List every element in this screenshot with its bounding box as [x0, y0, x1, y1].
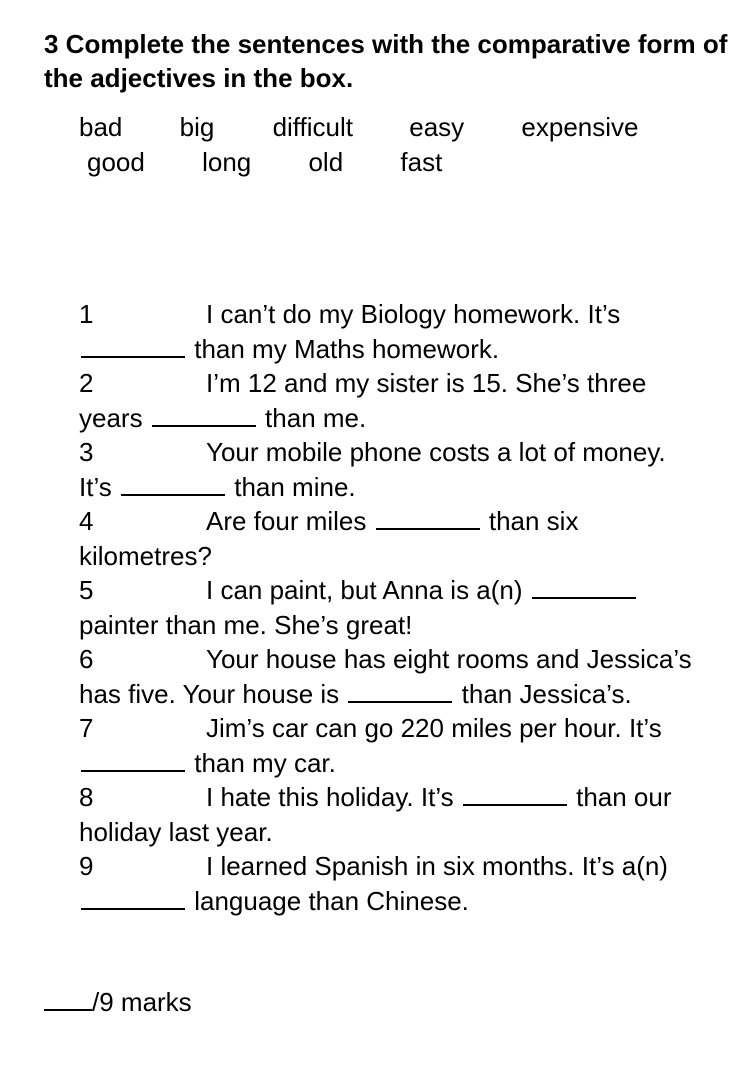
question-number: 6	[79, 644, 94, 674]
question-text-before: I can paint, but Anna is a(n)	[206, 575, 523, 605]
answer-blank[interactable]	[376, 506, 480, 530]
question-item	[79, 435, 704, 504]
question-text-before: I hate this holiday. It’s	[206, 782, 454, 812]
question-text-before: Your house has eight rooms and Jessica’s has five. Your house is	[79, 644, 692, 709]
score-label: /9 marks	[92, 987, 192, 1017]
answer-blank[interactable]	[81, 334, 185, 358]
word-box-word: expensive	[521, 112, 639, 142]
answer-blank[interactable]	[121, 472, 225, 496]
question-number: 8	[79, 782, 94, 812]
question-item	[79, 573, 704, 642]
answer-blank[interactable]	[152, 403, 256, 427]
question-number: 2	[79, 368, 94, 398]
question-item	[79, 780, 704, 849]
answer-blank[interactable]	[463, 782, 567, 806]
score-blank[interactable]	[44, 987, 92, 1011]
question-text-after: than mine.	[234, 471, 356, 502]
word-box-word: old	[308, 147, 344, 177]
question-number: 9	[79, 851, 94, 881]
question-item	[79, 849, 704, 918]
question-number: 1	[79, 299, 94, 329]
question-text-before: I’m 12 and my sister is 15. She’s three years	[79, 368, 647, 433]
question-number: 3	[79, 437, 94, 467]
question-text-after: than Jessica’s.	[461, 678, 632, 709]
question-number: 7	[79, 713, 94, 743]
word-box-word: long	[202, 147, 252, 177]
word-box-row-1	[79, 110, 638, 144]
word-box-word: easy	[409, 112, 465, 142]
question-text-after: language than Chinese.	[194, 885, 469, 916]
question-item	[79, 504, 704, 573]
question-item	[79, 711, 704, 780]
question-text-before: I can’t do my Biology homework. It’s	[206, 299, 621, 329]
exercise-title: 3 Complete the sentences with the comparative form of the adjectives in the box.	[44, 29, 728, 93]
question-text-after: than my Maths homework.	[194, 333, 500, 364]
answer-blank[interactable]	[81, 748, 185, 772]
question-text-after: than six kilometres?	[79, 506, 579, 571]
word-box-row-2	[87, 145, 442, 179]
question-number: 4	[79, 506, 94, 536]
word-box-word: fast	[400, 147, 443, 177]
word-box-word: difficult	[272, 112, 354, 142]
word-box-word: bad	[79, 112, 123, 142]
question-item	[79, 366, 704, 435]
word-box-word: good	[87, 147, 145, 177]
answer-blank[interactable]	[532, 575, 636, 599]
question-text-before: Jim’s car can go 220 miles per hour. It’s	[206, 713, 662, 743]
question-list	[79, 297, 704, 918]
word-box-word: big	[179, 112, 215, 142]
question-text-after: than our holiday last year.	[79, 782, 672, 847]
question-number: 5	[79, 575, 94, 605]
question-text-before: Your mobile phone costs a lot of money. It’s	[79, 437, 666, 502]
question-text-after: than me.	[265, 402, 367, 433]
question-text-before: I learned Spanish in six months. It’s a(n)	[206, 851, 668, 881]
answer-blank[interactable]	[81, 886, 185, 910]
question-text-after: painter than me. She’s great!	[79, 609, 413, 640]
score-line	[44, 985, 192, 1019]
question-text-before: Are four miles	[206, 506, 367, 536]
question-item	[79, 642, 704, 711]
answer-blank[interactable]	[348, 679, 452, 703]
question-item	[79, 297, 704, 366]
question-text-after: than my car.	[194, 747, 336, 778]
